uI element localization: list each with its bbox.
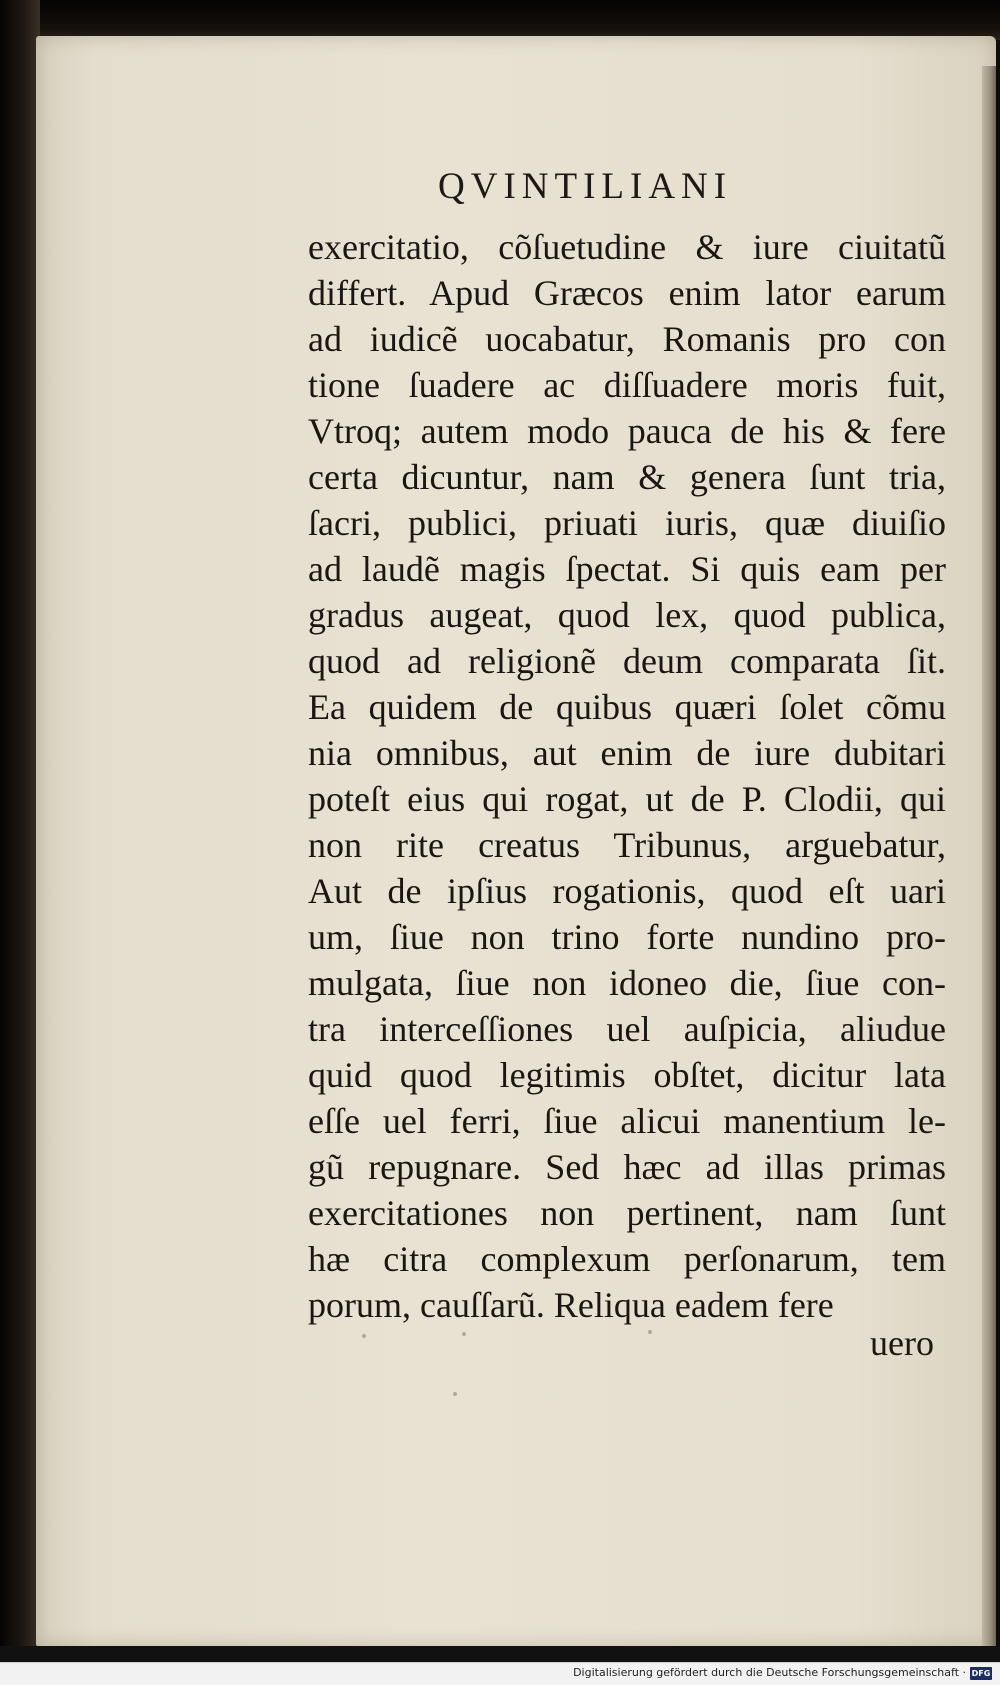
paper-speck — [648, 1330, 652, 1334]
book-frame-top — [0, 0, 1000, 40]
text-line: quid quod legitimis obſtet, dicitur lata — [308, 1055, 946, 1095]
text-line: tione ſuadere ac diſſuadere moris fuit, — [308, 365, 946, 405]
paper-speck — [362, 1334, 366, 1338]
text-line: Ea quidem de quibus quæri ſolet cõmu — [308, 687, 946, 727]
page-edge — [982, 66, 996, 1681]
text-line: ad laudẽ magis ſpectat. Si quis eam per — [308, 549, 946, 589]
text-line: ſacri, publici, priuati iuris, quæ diuiſio — [308, 503, 946, 543]
text-line: gradus augeat, quod lex, quod publica, — [308, 595, 946, 635]
text-line: mulgata, ſiue non idoneo die, ſiue con- — [308, 963, 946, 1003]
text-line: exercitationes non pertinent, nam ſunt — [308, 1193, 946, 1233]
text-block — [308, 224, 948, 1328]
text-line: ad iudicẽ uocabatur, Romanis pro con — [308, 319, 946, 359]
book-frame-left — [0, 0, 40, 1650]
text-line: um, ſiue non trino forte nundino pro- — [308, 917, 946, 957]
footer-bar — [0, 1662, 1000, 1685]
paper-speck — [453, 1392, 457, 1396]
text-line: nia omnibus, aut enim de iure dubitari — [308, 733, 946, 773]
text-line: hæ citra complexum perſonarum, tem — [308, 1239, 946, 1279]
text-line: eſſe uel ferri, ſiue alicui manentium le- — [308, 1101, 946, 1141]
text-line: Vtroq; autem modo pauca de his & fere — [308, 411, 946, 451]
text-line: exercitatio, cõſuetudine & iure ciuitatũ — [308, 227, 946, 267]
text-line: quod ad religionẽ deum comparata ſit. — [308, 641, 946, 681]
paper-speck — [462, 1332, 466, 1336]
dfg-logo: DFG — [971, 1669, 991, 1678]
running-head: QVINTILIANI — [438, 166, 733, 207]
text-line: gũ repugnare. Sed hæc ad illas primas — [308, 1147, 946, 1187]
text-line: non rite creatus Tribunus, arguebatur, — [308, 825, 946, 865]
text-line: Aut de ipſius rogationis, quod eſt uari — [308, 871, 946, 911]
text-line: poteſt eius qui rogat, ut de P. Clodii, qui — [308, 779, 946, 819]
text-line: differt. Apud Græcos enim lator earum — [308, 273, 946, 313]
book-frame-bottom — [0, 1646, 1000, 1662]
catchword: uero — [870, 1323, 934, 1363]
footer-credit: Digitalisierung gefördert durch die Deutsche Forschungsgemeinschaft · — [573, 1666, 966, 1679]
text-line: certa dicuntur, nam & genera ſunt tria, — [308, 457, 946, 497]
text-line: tra interceſſiones uel auſpicia, aliudue — [308, 1009, 946, 1049]
text-line: porum, cauſſarũ. Reliqua eadem fere — [308, 1285, 834, 1325]
